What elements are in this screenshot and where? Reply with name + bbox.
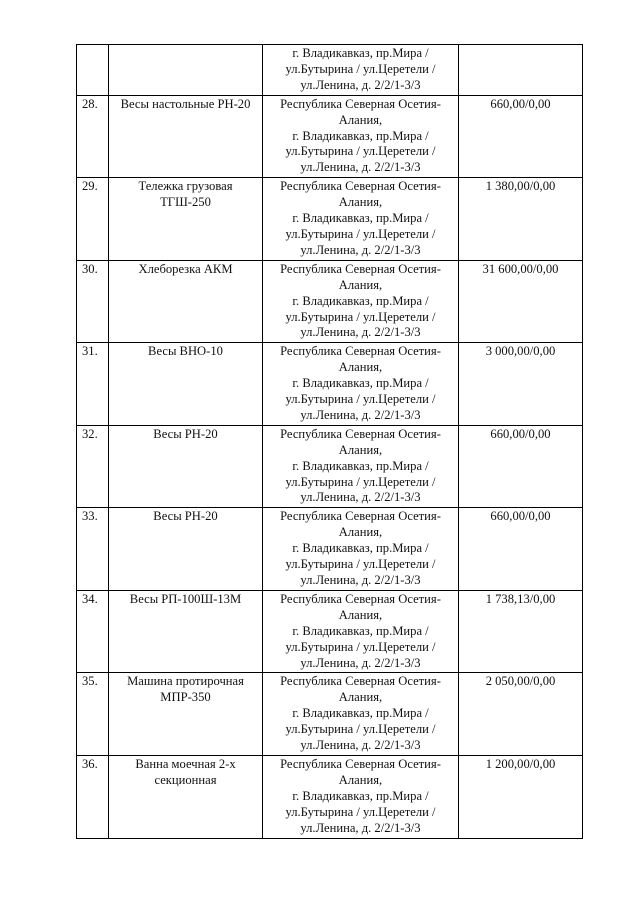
item-value: 1 738,13/0,00 — [459, 590, 583, 673]
document-page — [76, 44, 582, 839]
item-address: г. Владикавказ, пр.Мира / ул.Бутырина / ул.Церетели / ул.Ленина, д. 2/2/1-3/3 — [263, 45, 459, 96]
row-number — [77, 45, 109, 96]
table-row — [77, 95, 583, 178]
item-name: Весы РП-100Ш-13М — [109, 590, 263, 673]
row-number: 28. — [77, 95, 109, 178]
item-address: Республика Северная Осетия- Алания, г. Владикавказ, пр.Мира / ул.Бутырина / ул.Церетели / ул.Ленина, д. 2/2/1-3/3 — [263, 343, 459, 426]
item-value: 1 380,00/0,00 — [459, 178, 583, 261]
property-table-body — [77, 45, 583, 839]
row-number: 36. — [77, 755, 109, 838]
row-number: 30. — [77, 260, 109, 343]
table-row — [77, 590, 583, 673]
item-name: Весы настольные РН-20 — [109, 95, 263, 178]
item-name: Весы РН-20 — [109, 425, 263, 508]
row-number: 31. — [77, 343, 109, 426]
table-row — [77, 755, 583, 838]
item-value: 660,00/0,00 — [459, 508, 583, 591]
item-value: 660,00/0,00 — [459, 95, 583, 178]
item-value: 2 050,00/0,00 — [459, 673, 583, 756]
item-name: Весы ВНО-10 — [109, 343, 263, 426]
item-value: 660,00/0,00 — [459, 425, 583, 508]
table-row — [77, 508, 583, 591]
row-number: 35. — [77, 673, 109, 756]
item-address: Республика Северная Осетия- Алания, г. Владикавказ, пр.Мира / ул.Бутырина / ул.Церетели / ул.Ленина, д. 2/2/1-3/3 — [263, 673, 459, 756]
item-name: Весы РН-20 — [109, 508, 263, 591]
item-value: 31 600,00/0,00 — [459, 260, 583, 343]
item-address: Республика Северная Осетия- Алания, г. Владикавказ, пр.Мира / ул.Бутырина / ул.Церетели / ул.Ленина, д. 2/2/1-3/3 — [263, 178, 459, 261]
item-name: Хлеборезка АКМ — [109, 260, 263, 343]
table-row — [77, 260, 583, 343]
item-address: Республика Северная Осетия- Алания, г. Владикавказ, пр.Мира / ул.Бутырина / ул.Церетели / ул.Ленина, д. 2/2/1-3/3 — [263, 260, 459, 343]
property-table — [76, 44, 583, 839]
row-number: 29. — [77, 178, 109, 261]
item-value: 1 200,00/0,00 — [459, 755, 583, 838]
item-name: Машина протирочная МПР-350 — [109, 673, 263, 756]
item-address: Республика Северная Осетия- Алания, г. Владикавказ, пр.Мира / ул.Бутырина / ул.Церетели / ул.Ленина, д. 2/2/1-3/3 — [263, 755, 459, 838]
row-number: 34. — [77, 590, 109, 673]
item-name: Тележка грузовая ТГШ-250 — [109, 178, 263, 261]
item-address: Республика Северная Осетия- Алания, г. Владикавказ, пр.Мира / ул.Бутырина / ул.Церетели / ул.Ленина, д. 2/2/1-3/3 — [263, 508, 459, 591]
table-row — [77, 343, 583, 426]
table-row — [77, 178, 583, 261]
item-address: Республика Северная Осетия- Алания, г. Владикавказ, пр.Мира / ул.Бутырина / ул.Церетели / ул.Ленина, д. 2/2/1-3/3 — [263, 590, 459, 673]
table-row — [77, 673, 583, 756]
item-address: Республика Северная Осетия- Алания, г. Владикавказ, пр.Мира / ул.Бутырина / ул.Церетели / ул.Ленина, д. 2/2/1-3/3 — [263, 95, 459, 178]
item-value: 3 000,00/0,00 — [459, 343, 583, 426]
item-name — [109, 45, 263, 96]
item-value — [459, 45, 583, 96]
row-number: 32. — [77, 425, 109, 508]
item-address: Республика Северная Осетия- Алания, г. Владикавказ, пр.Мира / ул.Бутырина / ул.Церетели / ул.Ленина, д. 2/2/1-3/3 — [263, 425, 459, 508]
item-name: Ванна моечная 2-х секционная — [109, 755, 263, 838]
table-row — [77, 425, 583, 508]
row-number: 33. — [77, 508, 109, 591]
table-row-continuation — [77, 45, 583, 96]
